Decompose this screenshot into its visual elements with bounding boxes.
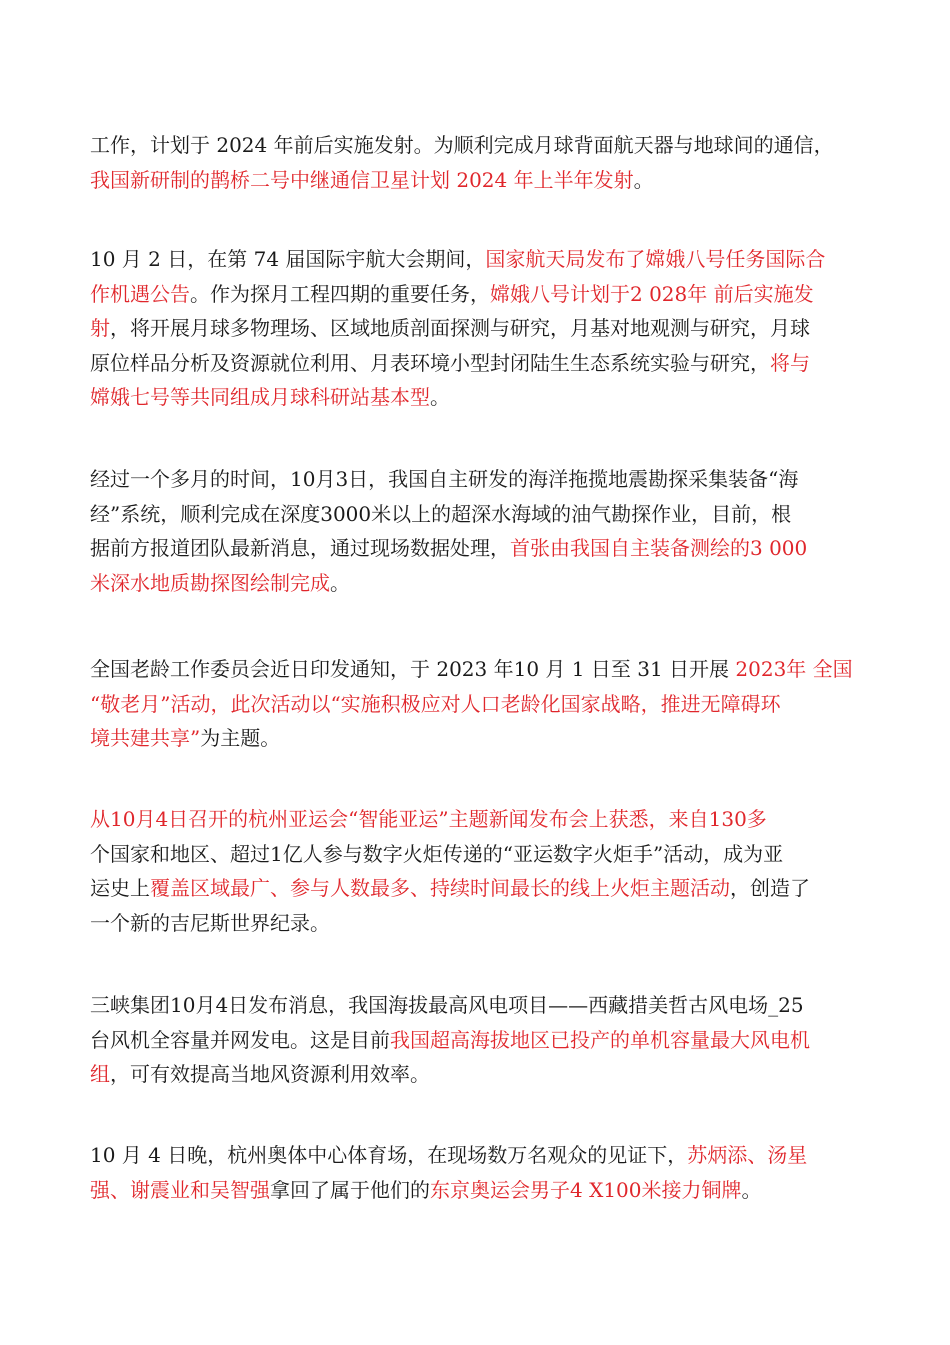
body-text: 10 月 2 日，在第 74 届国际宇航大会期间， — [90, 247, 486, 271]
paragraph-relay-bronze-medal — [90, 1138, 880, 1207]
highlighted-text: 我国新研制的鹊桥二号中继通信卫星计划 2024 年上半年发射 — [90, 167, 634, 192]
text-line — [90, 380, 880, 415]
highlighted-text: 覆盖区域最广、参与人数最多、持续时间最长的线上火炬主题活动 — [150, 876, 730, 900]
text-line — [90, 346, 880, 381]
paragraph-elderly-respect-month — [90, 652, 880, 756]
text-line — [90, 837, 880, 872]
highlighted-text: 强、谢震业和吴智强 — [90, 1177, 270, 1202]
text-line — [90, 128, 880, 163]
highlighted-text: 东京奥运会男子4 X100米接力铜牌 — [430, 1177, 742, 1202]
body-text: 。 — [430, 385, 450, 409]
highlighted-text: 将与 — [770, 350, 810, 375]
highlighted-text: 苏炳添、汤星 — [687, 1143, 808, 1167]
text-line — [90, 687, 880, 722]
text-line — [90, 871, 880, 906]
text-line — [90, 721, 880, 756]
text-line — [90, 1138, 880, 1173]
text-line — [90, 531, 880, 566]
body-text: 台风机全容量并网发电。这是目前 — [90, 1027, 390, 1052]
text-line — [90, 1057, 880, 1092]
body-text: 据前方报道团队最新消息，通过现场数据处理， — [90, 536, 510, 560]
text-line — [90, 242, 880, 277]
text-line — [90, 802, 880, 837]
highlighted-text: 从10月4日召开的杭州亚运会“智能亚运”主题新闻发布会上获悉，来自130多 — [90, 807, 767, 831]
body-text: ，可有效提高当地风资源利用效率。 — [110, 1062, 430, 1086]
text-line — [90, 462, 880, 497]
body-text: 。 — [633, 167, 654, 192]
body-text: 运史上 — [90, 876, 150, 900]
body-text: ，创造了 — [730, 876, 810, 900]
highlighted-text: 我国超高海拔地区已投产的单机容量最大风电机 — [390, 1027, 810, 1052]
body-text: 经过一个多月的时间，10月3日，我国自主研发的海洋拖揽地震勘探采集装备“海 — [90, 467, 799, 491]
paragraph-chang-e-8-announcement — [90, 242, 880, 415]
body-text: 一个新的吉尼斯世界纪录。 — [90, 910, 330, 935]
paragraph-tibet-wind-farm — [90, 988, 880, 1092]
highlighted-text: 米深水地质勘探图绘制完成 — [90, 570, 330, 595]
text-line — [90, 1173, 880, 1208]
highlighted-text: 射 — [90, 316, 110, 340]
text-line — [90, 566, 880, 601]
paragraph-chang-e-6-relay — [90, 128, 880, 197]
body-text: 10 月 4 日晚，杭州奥体中心体育场，在现场数万名观众的见证下， — [90, 1143, 688, 1167]
highlighted-text: 国家航天局发布了嫦娥八号任务国际合 — [485, 247, 826, 271]
highlighted-text: 2023年 全国 — [735, 657, 853, 681]
body-text: 拿回了属于他们的 — [270, 1177, 430, 1202]
paragraph-haijing-system — [90, 462, 880, 600]
highlighted-text: 嫦娥八号计划于2 028年 前后实施发 — [490, 281, 814, 306]
text-line — [90, 652, 880, 687]
body-text: 全国老龄工作委员会近日印发通知，于 2023 年10 月 1 日至 31 日开展 — [90, 657, 736, 681]
body-text: 个国家和地区、超过1亿人参与数字火炬传递的“亚运数字火炬手”活动，成为亚 — [90, 841, 784, 866]
body-text: 原位样品分析及资源就位利用、月表环境小型封闭陆生生态系统实验与研究， — [90, 350, 770, 375]
text-line — [90, 906, 880, 941]
text-line — [90, 311, 880, 346]
text-line — [90, 163, 880, 198]
highlighted-text: 组 — [90, 1062, 110, 1086]
paragraph-asian-games-torch — [90, 802, 880, 940]
text-line — [90, 277, 880, 312]
highlighted-text: 境共建共享” — [90, 726, 201, 750]
body-text: ，将开展月球多物理场、区域地质剖面探测与研究，月基对地观测与研究，月球 — [110, 316, 810, 340]
body-text: 为主题。 — [200, 726, 281, 750]
body-text: 经”系统，顺利完成在深度3000米以上的超深水海域的油气勘探作业，目前，根 — [90, 501, 792, 526]
body-text: 。 — [330, 570, 350, 595]
highlighted-text: “敬老月”活动，此次活动以“实施积极应对人口老龄化国家战略，推进无障碍环 — [90, 691, 781, 716]
body-text: 。作为探月工程四期的重要任务， — [190, 281, 490, 306]
text-line — [90, 1023, 880, 1058]
body-text: 。 — [741, 1177, 762, 1202]
highlighted-text: 首张由我国自主装备测绘的3 000 — [510, 536, 808, 560]
highlighted-text: 嫦娥七号等共同组成月球科研站基本型 — [90, 385, 430, 409]
body-text: 三峡集团10月4日发布消息，我国海拔最高风电项目——西藏措美哲古风电场_25 — [90, 993, 804, 1017]
text-line — [90, 497, 880, 532]
body-text: 工作，计划于 2024 年前后实施发射。为顺利完成月球背面航天器与地球间的通信， — [90, 133, 834, 157]
highlighted-text: 作机遇公告 — [90, 281, 190, 306]
text-line — [90, 988, 880, 1023]
